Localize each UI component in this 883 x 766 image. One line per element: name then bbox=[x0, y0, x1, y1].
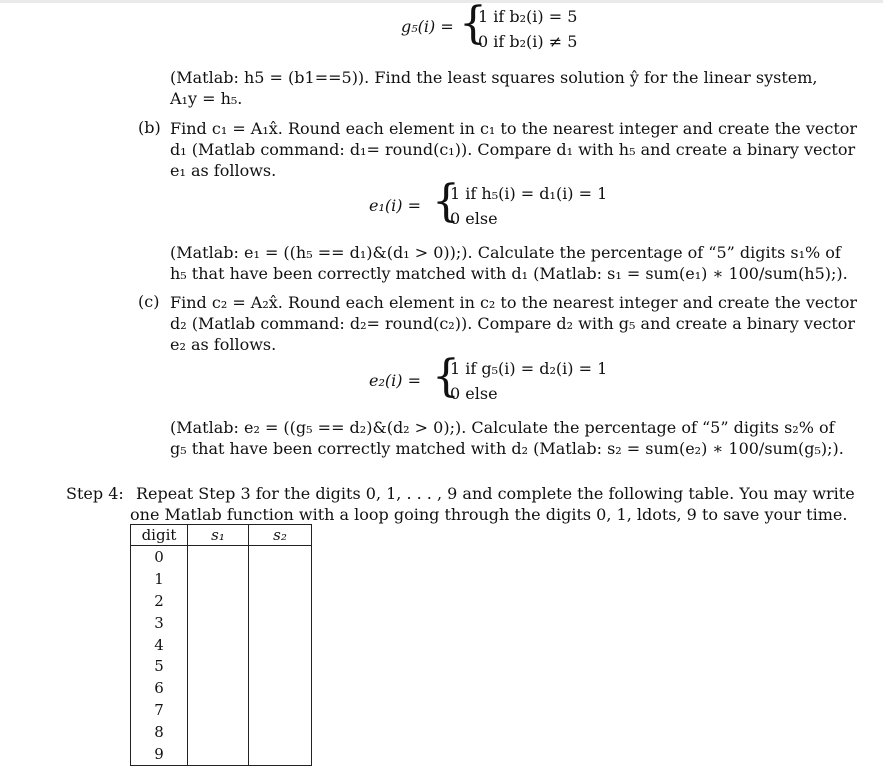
paragraph-least-squares bbox=[170, 67, 817, 109]
s1-cell bbox=[188, 743, 249, 765]
table-row bbox=[131, 546, 312, 568]
table-header-row bbox=[131, 525, 312, 546]
digit-cell: 2 bbox=[131, 590, 188, 612]
s1-cell bbox=[188, 634, 249, 656]
paragraph-line: h₅ that have been correctly matched with d₁ (Matlab: s₁ = sum(e₁) ∗ 100/sum(h5);). bbox=[170, 264, 848, 283]
s1-cell bbox=[188, 721, 249, 743]
s2-cell bbox=[249, 699, 312, 721]
paragraph-line: d₂ (Matlab command: d₂= round(c₂)). Compare d₂ with g₅ and create a binary vector bbox=[170, 314, 856, 333]
digit-cell: 1 bbox=[131, 568, 188, 590]
part-b-label: (b) bbox=[138, 118, 161, 137]
digit-cell: 0 bbox=[131, 546, 188, 568]
equation-g5-lhs: g₅(i) = bbox=[401, 17, 454, 36]
paragraph-line: (Matlab: h5 = (b1==5)). Find the least squares solution ŷ for the linear system, bbox=[170, 68, 818, 87]
s2-cell bbox=[249, 546, 312, 568]
s1-cell bbox=[188, 677, 249, 699]
equation-e1-case2: 0 else bbox=[450, 209, 498, 228]
digit-cell: 6 bbox=[131, 677, 188, 699]
top-edge-strip bbox=[0, 0, 883, 3]
digit-cell: 8 bbox=[131, 721, 188, 743]
s2-cell bbox=[249, 743, 312, 765]
table-row bbox=[131, 634, 312, 656]
table-row bbox=[131, 699, 312, 721]
s2-cell bbox=[249, 634, 312, 656]
paragraph-line: Find c₂ = A₂x̂. Round each element in c₂ to the nearest integer and create the vector bbox=[170, 293, 858, 312]
part-c-text bbox=[170, 292, 857, 355]
paragraph-line: g₅ that have been correctly matched with d₂ (Matlab: s₂ = sum(e₂) ∗ 100/sum(g₅);). bbox=[170, 439, 844, 458]
digit-cell: 4 bbox=[131, 634, 188, 656]
equation-e1-case1: 1 if h₅(i) = d₁(i) = 1 bbox=[450, 184, 608, 203]
paragraph-line: A₁y = h₅. bbox=[170, 89, 243, 108]
paragraph-line: (Matlab: e₁ = ((h₅ == d₁)&(d₁ > 0));). Calculate the percentage of “5” digits s₁% of bbox=[170, 243, 841, 262]
header-s1: s₁ bbox=[188, 525, 249, 546]
s2-cell bbox=[249, 655, 312, 677]
paragraph-line: one Matlab function with a loop going through the digits 0, 1, ldots, 9 to save your time. bbox=[130, 505, 848, 524]
paragraph-line: (Matlab: e₂ = ((g₅ == d₂)&(d₂ > 0);). Calculate the percentage of “5” digits s₂% of bbox=[170, 418, 835, 437]
s2-cell bbox=[249, 677, 312, 699]
s1-cell bbox=[188, 612, 249, 634]
step4-label: Step 4: bbox=[66, 484, 124, 503]
part-c-label: (c) bbox=[138, 292, 160, 311]
equation-e2-case1: 1 if g₅(i) = d₂(i) = 1 bbox=[450, 359, 608, 378]
table-row bbox=[131, 612, 312, 634]
equation-e1-brace: { bbox=[432, 176, 460, 227]
paragraph-line: e₂ as follows. bbox=[170, 335, 277, 354]
equation-e2-brace: { bbox=[432, 351, 460, 402]
s1-cell bbox=[188, 546, 249, 568]
s2-cell bbox=[249, 612, 312, 634]
part-b-text bbox=[170, 118, 857, 181]
equation-g5-brace: { bbox=[459, 0, 487, 49]
s1-cell bbox=[188, 568, 249, 590]
digit-cell: 9 bbox=[131, 743, 188, 765]
equation-g5-case2: 0 if b₂(i) ≠ 5 bbox=[478, 32, 578, 51]
paragraph-s2-percentage bbox=[170, 417, 844, 459]
table-row bbox=[131, 721, 312, 743]
paragraph-line: d₁ (Matlab command: d₁= round(c₁)). Compare d₁ with h₅ and create a binary vector bbox=[170, 140, 856, 159]
header-s2: s₂ bbox=[249, 525, 312, 546]
equation-e1-lhs: e₁(i) = bbox=[369, 196, 421, 215]
s1-cell bbox=[188, 590, 249, 612]
s1-cell bbox=[188, 699, 249, 721]
paragraph-line: e₁ as follows. bbox=[170, 161, 277, 180]
table-row bbox=[131, 677, 312, 699]
table-row bbox=[131, 568, 312, 590]
table-row bbox=[131, 655, 312, 677]
equation-e2-case2: 0 else bbox=[450, 384, 498, 403]
paragraph-line: Find c₁ = A₁x̂. Round each element in c₁ to the nearest integer and create the vector bbox=[170, 119, 858, 138]
digit-cell: 7 bbox=[131, 699, 188, 721]
table-row bbox=[131, 743, 312, 765]
table-row bbox=[131, 590, 312, 612]
equation-g5-case1: 1 if b₂(i) = 5 bbox=[478, 7, 578, 26]
paragraph-line: Repeat Step 3 for the digits 0, 1, . . . , 9 and complete the following table. You may write bbox=[136, 484, 855, 503]
paragraph-s1-percentage bbox=[170, 242, 848, 284]
digit-cell: 5 bbox=[131, 655, 188, 677]
s1-cell bbox=[188, 655, 249, 677]
s2-cell bbox=[249, 721, 312, 743]
digit-cell: 3 bbox=[131, 612, 188, 634]
header-digit: digit bbox=[131, 525, 188, 546]
results-table bbox=[130, 524, 312, 766]
equation-e2-lhs: e₂(i) = bbox=[369, 371, 421, 390]
s2-cell bbox=[249, 568, 312, 590]
step4-text bbox=[130, 483, 855, 525]
s2-cell bbox=[249, 590, 312, 612]
